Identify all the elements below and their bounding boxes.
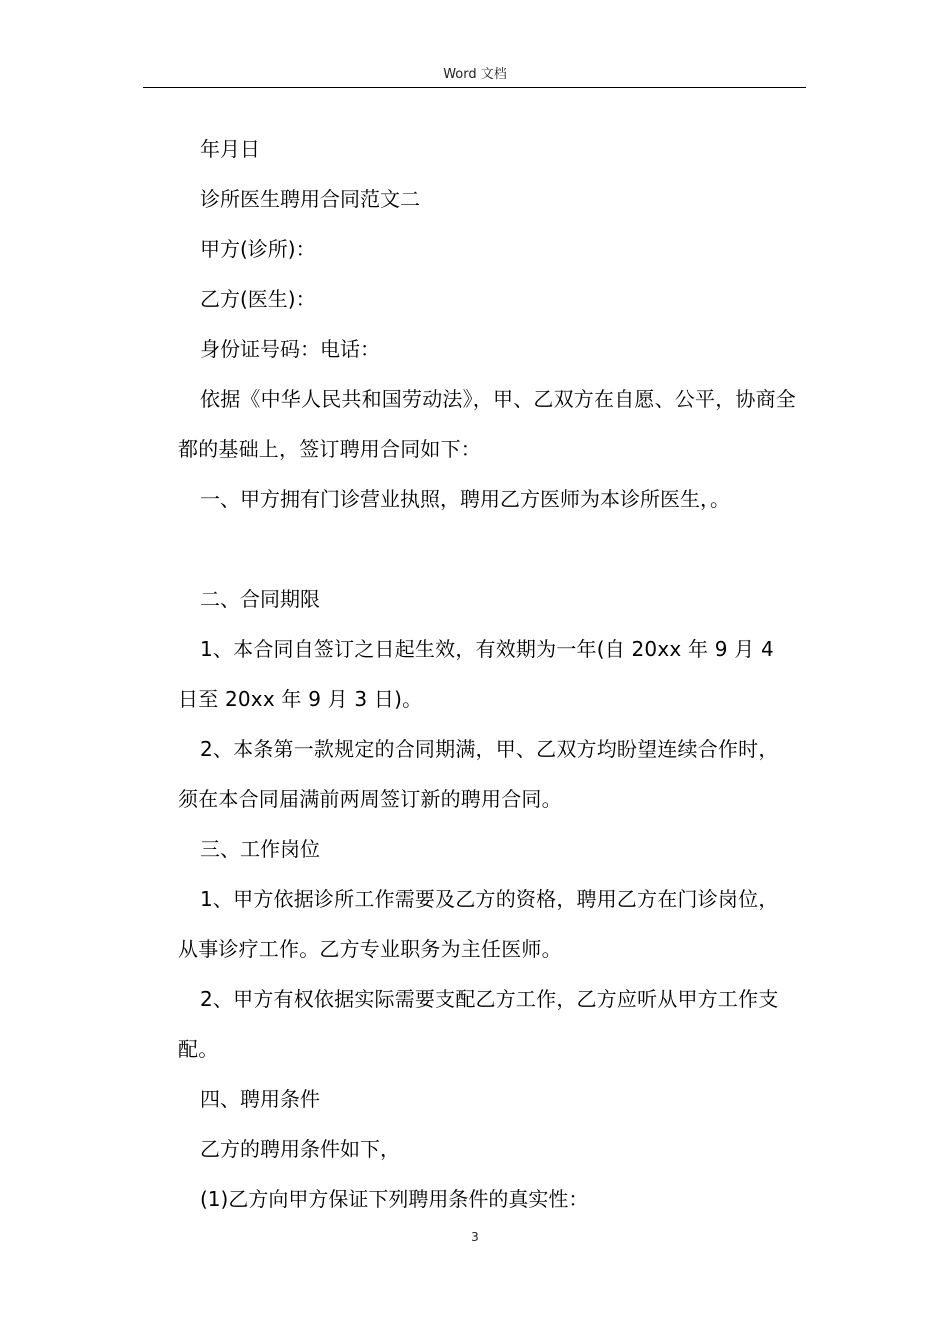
section-heading-contract-term: 二、合同期限 bbox=[200, 587, 320, 611]
term-item-2: 2、本条第一款规定的合同期满，甲、乙双方均盼望连续合作时，须在本合同届满前两周签订新的聘用合同。 bbox=[178, 737, 779, 811]
page-number: 3 bbox=[471, 1230, 479, 1244]
preamble-paragraph: 依据《中华人民共和国劳动法》，甲、乙双方在自愿、公平，协商全都的基础上，签订聘用合同如下： bbox=[178, 387, 796, 461]
clause-1-paragraph: 一、甲方拥有门诊营业执照，聘用乙方医师为本诊所医生，。 bbox=[200, 487, 730, 511]
page-header-title: Word 文档 bbox=[443, 67, 507, 82]
conditions-item-1: (1)乙方向甲方保证下列聘用条件的真实性： bbox=[200, 1187, 589, 1211]
header-divider bbox=[143, 87, 806, 88]
party-a-line: 甲方(诊所)： bbox=[200, 237, 316, 261]
id-phone-line: 身份证号码：电话： bbox=[200, 337, 380, 361]
section-heading-employment-conditions: 四、聘用条件 bbox=[200, 1087, 320, 1111]
document-title: 诊所医生聘用合同范文二 bbox=[200, 187, 420, 211]
document-body bbox=[178, 124, 798, 1224]
position-item-2: 2、甲方有权依据实际需要支配乙方工作，乙方应听从甲方工作支配。 bbox=[178, 987, 779, 1061]
party-b-line: 乙方(医生)： bbox=[200, 287, 316, 311]
section-heading-job-position: 三、工作岗位 bbox=[200, 837, 320, 861]
conditions-intro: 乙方的聘用条件如下， bbox=[200, 1137, 400, 1161]
position-item-1: 1、甲方依据诊所工作需要及乙方的资格，聘用乙方在门诊岗位，从事诊疗工作。乙方专业职务为主任医师。 bbox=[178, 887, 779, 961]
date-line: 年月日 bbox=[200, 137, 260, 161]
term-item-1: 1、本合同自签订之日起生效，有效期为一年(自 20xx 年 9 月 4 日至 20xx 年 9 月 3 日)。 bbox=[178, 637, 774, 711]
